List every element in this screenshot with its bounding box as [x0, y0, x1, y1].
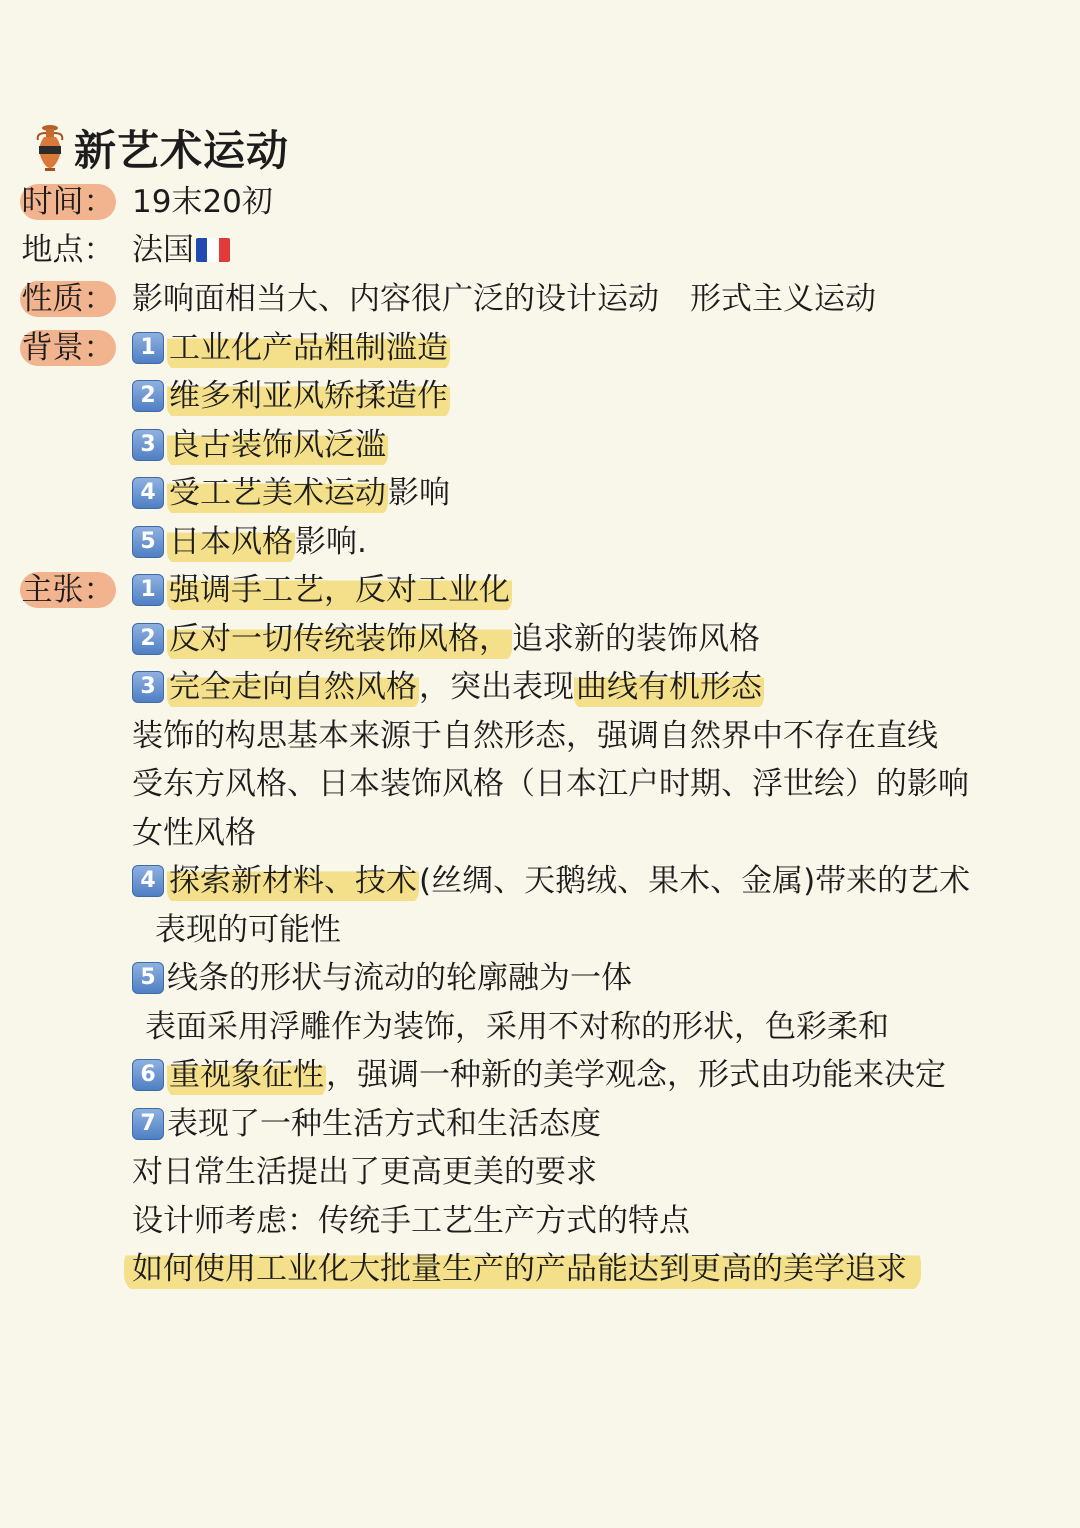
claim-note: 表面采用浮雕作为装饰，采用不对称的形状，色彩柔和	[145, 1009, 889, 1045]
place-label: 地点：	[21, 232, 115, 268]
background-item	[132, 469, 450, 517]
place-line	[132, 226, 230, 274]
claim-note: 装饰的构思基本来源于自然形态，强调自然界中不存在直线	[132, 718, 938, 754]
plain-text: 表现了一种生活方式和生活态度	[167, 1106, 601, 1142]
claim-item	[132, 566, 512, 614]
place-value: 法国	[132, 232, 194, 268]
claim-note-row	[0, 760, 1080, 808]
plain-text: 线条的形状与流动的轮廓融为一体	[167, 960, 632, 996]
highlight-text: 良古装饰风泛滥	[167, 421, 388, 469]
claim-item	[132, 1100, 601, 1148]
claims-row-2	[0, 615, 1080, 663]
claim-item	[132, 1051, 946, 1099]
highlight-text: 强调手工艺，反对工业化	[167, 566, 512, 614]
claim-note-row	[0, 712, 1080, 760]
keycap-5-icon: 5	[132, 962, 164, 994]
background-label: 背景：	[21, 330, 115, 366]
highlight-text: 重视象征性	[167, 1051, 326, 1099]
background-item	[132, 518, 367, 566]
plain-text: (丝绸、天鹅绒、果木、金属)带来的艺术	[419, 863, 971, 899]
claim-item	[132, 615, 760, 663]
highlight-text: 日本风格	[167, 518, 295, 566]
title-text: 新艺术运动	[74, 126, 290, 175]
claim-note: 受东方风格、日本装饰风格（日本江户时期、浮世绘）的影响	[132, 766, 969, 802]
claims-row-3	[0, 663, 1080, 711]
page-title	[30, 118, 289, 178]
final-row	[0, 1245, 1080, 1293]
claims-row-4	[0, 857, 1080, 905]
keycap-4-icon: 4	[132, 477, 164, 509]
keycap-1-icon: 1	[132, 332, 164, 364]
background-item	[132, 421, 388, 469]
highlight-text: 探索新材料、技术	[167, 857, 419, 905]
highlight-text: 维多利亚风矫揉造作	[167, 372, 450, 420]
highlight-text: 曲线有机形态	[574, 663, 764, 711]
claim-note-row	[0, 809, 1080, 857]
background-row-2	[0, 372, 1080, 420]
keycap-3-icon: 3	[132, 429, 164, 461]
claims-row-5	[0, 954, 1080, 1002]
claim-note: 设计师考虑：传统手工艺生产方式的特点	[132, 1203, 690, 1239]
claim-item	[132, 857, 970, 905]
claim-note-row	[0, 1148, 1080, 1196]
background-row-5	[0, 518, 1080, 566]
claim-note-row	[0, 1197, 1080, 1245]
plain-text: 影响	[388, 475, 450, 511]
claim-item	[132, 663, 764, 711]
final-line	[124, 1245, 921, 1293]
plain-text: 影响.	[295, 524, 367, 560]
background-item	[132, 324, 450, 372]
claim-note-row	[0, 906, 1080, 954]
keycap-7-icon: 7	[132, 1108, 164, 1140]
claim-item	[132, 954, 632, 1002]
plain-text: ，突出表现	[419, 669, 574, 705]
claim-note-row	[0, 1003, 1080, 1051]
highlight-text: 受工艺美术运动	[167, 469, 388, 517]
highlight-text: 工业化产品粗制滥造	[167, 324, 450, 372]
highlight-text: 反对一切传统装饰风格，	[167, 615, 512, 663]
claims-label: 主张：	[21, 572, 115, 608]
claims-row-1	[0, 566, 1080, 614]
keycap-2-icon: 2	[132, 623, 164, 655]
time-row	[0, 178, 1080, 226]
keycap-4-icon: 4	[132, 865, 164, 897]
claims-row-6	[0, 1051, 1080, 1099]
background-row-4	[0, 469, 1080, 517]
nature-row	[0, 275, 1080, 323]
place-row	[0, 226, 1080, 274]
time-label: 时间：	[21, 184, 115, 220]
plain-text: 追求新的装饰风格	[512, 621, 760, 657]
background-item	[132, 372, 450, 420]
keycap-1-icon: 1	[132, 574, 164, 606]
keycap-6-icon: 6	[132, 1059, 164, 1091]
nature-label: 性质：	[21, 281, 115, 317]
keycap-2-icon: 2	[132, 380, 164, 412]
time-value: 19末20初	[132, 184, 273, 220]
keycap-5-icon: 5	[132, 526, 164, 558]
plain-text: ，强调一种新的美学观念，形式由功能来决定	[326, 1057, 946, 1093]
nature-value: 影响面相当大、内容很广泛的设计运动 形式主义运动	[132, 281, 876, 317]
highlight-text: 完全走向自然风格	[167, 663, 419, 711]
amphora-icon	[30, 124, 70, 172]
claim-note: 女性风格	[132, 815, 256, 851]
claims-row-7	[0, 1100, 1080, 1148]
final-highlight-text: 如何使用工业化大批量生产的产品能达到更高的美学追求	[124, 1245, 921, 1293]
background-row-1	[0, 324, 1080, 372]
claim-note: 表现的可能性	[155, 912, 341, 948]
background-row-3	[0, 421, 1080, 469]
france-flag-icon	[196, 238, 230, 262]
keycap-3-icon: 3	[132, 671, 164, 703]
claim-note: 对日常生活提出了更高更美的要求	[132, 1154, 597, 1190]
